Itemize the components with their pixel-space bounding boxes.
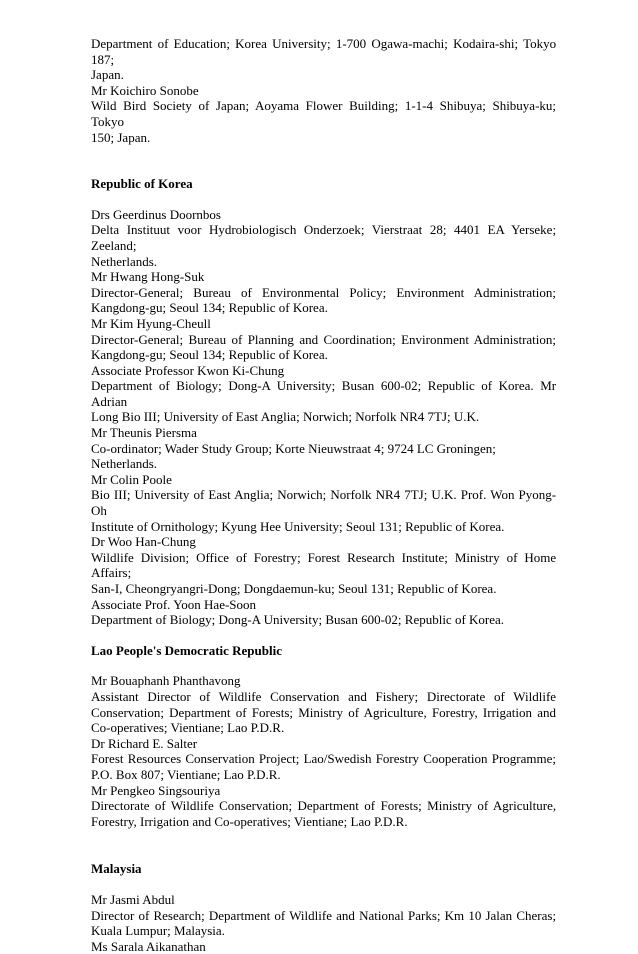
text-line: Conservation; Department of Forests; Ministry of Agriculture, Forestry, Irrigation and xyxy=(91,704,557,720)
text-line: Co-ordinator; Wader Study Group; Korte Nieuwstraat 4; 9724 LC Groningen; Netherlands. xyxy=(91,440,496,472)
text-line: 150; Japan. xyxy=(91,129,151,145)
text-line: Mr Colin Poole xyxy=(91,471,172,487)
text-line: Co-operatives; Vientiane; Lao P.D.R. xyxy=(91,720,285,736)
text-line: Forest Resources Conservation Project; Lao/Swedish Forestry Cooperation Programme; xyxy=(91,751,556,767)
text-line: Forestry, Irrigation and Co-operatives; Vientiane; Lao P.D.R. xyxy=(91,813,408,829)
text-line: Mr Koichiro Sonobe xyxy=(91,82,199,98)
text-line: Mr Hwang Hong-Suk xyxy=(91,269,205,285)
text-line: Japan. xyxy=(91,67,124,83)
text-line: Wild Bird Society of Japan; Aoyama Flower Building; 1-1-4 Shibuya; Shibuya-ku; Tokyo xyxy=(91,98,557,129)
text-line: Associate Prof. Yoon Hae-Soon xyxy=(91,596,257,612)
text-line: Mr Kim Hyung-Cheull xyxy=(91,315,211,331)
text-line: Assistant Director of Wildlife Conservation and Fishery; Directorate of Wildlife xyxy=(91,688,557,704)
section-heading: Malaysia xyxy=(91,861,142,877)
text-line: Dr Woo Han-Chung xyxy=(91,534,196,550)
section-lao-pdr xyxy=(91,643,556,830)
text-line: P.O. Box 807; Vientiane; Lao P.D.R. xyxy=(91,766,281,782)
text-line: Mr Jasmi Abdul xyxy=(91,891,175,907)
document-page xyxy=(91,36,556,954)
text-line: Kuala Lumpur; Malaysia. xyxy=(91,923,225,939)
text-line: Wildlife Division; Office of Forestry; Forest Research Institute; Ministry of Home Affairs; xyxy=(91,549,557,581)
section-heading: Lao People's Democratic Republic xyxy=(91,642,282,658)
text-line: Long Bio III; University of East Anglia; Norwich; Norfolk NR4 7TJ; U.K. xyxy=(91,409,480,425)
section-heading: Republic of Korea xyxy=(91,176,193,192)
text-line: Mr Pengkeo Singsouriya xyxy=(91,782,221,798)
text-line: Mr Theunis Piersma xyxy=(91,425,197,441)
text-line: Netherlands. xyxy=(91,253,158,269)
text-line: Kangdong-gu; Seoul 134; Republic of Korea. xyxy=(91,300,328,316)
text-line: San-I, Cheongryangri-Dong; Dongdaemun-ku; Seoul 131; Republic of Korea. xyxy=(91,581,497,596)
text-line: Department of Biology; Dong-A University; Busan 600-02; Republic of Korea. Mr Adrian xyxy=(91,378,557,409)
text-line: Ms Sarala Aikanathan xyxy=(91,938,206,954)
text-line: Bio III; University of East Anglia; Norwich; Norfolk NR4 7TJ; U.K. Prof. Won Pyong-Oh xyxy=(91,487,557,519)
intro-block xyxy=(91,36,556,145)
text-line: Associate Professor Kwon Ki-Chung xyxy=(91,362,285,378)
text-line: Director-General; Bureau of Environmental Policy; Environment Administration; xyxy=(91,284,556,300)
text-line: Directorate of Wildlife Conservation; Department of Forests; Ministry of Agriculture, xyxy=(91,798,557,814)
section-malaysia xyxy=(91,861,556,954)
text-line: Department of Biology; Dong-A University; Busan 600-02; Republic of Korea. xyxy=(91,612,505,628)
section-republic-of-korea xyxy=(91,176,556,628)
text-line: Department of Education; Korea University; 1-700 Ogawa-machi; Kodaira-shi; Tokyo 187; xyxy=(91,36,557,67)
text-line: Institute of Ornithology; Kyung Hee University; Seoul 131; Republic of Korea. xyxy=(91,518,505,534)
text-line: Delta Instituut voor Hydrobiologisch Onderzoek; Vierstraat 28; 4401 EA Yerseke; Zeeland; xyxy=(91,222,557,253)
text-line: Dr Richard E. Salter xyxy=(91,735,198,751)
text-line: Kangdong-gu; Seoul 134; Republic of Korea. xyxy=(91,347,328,363)
text-line: Director of Research; Department of Wildlife and National Parks; Km 10 Jalan Cheras; xyxy=(91,907,557,923)
text-line: Mr Bouaphanh Phanthavong xyxy=(91,673,241,689)
text-line: Director-General; Bureau of Planning and Coordination; Environment Administration; xyxy=(91,331,557,347)
text-line: Drs Geerdinus Doornbos xyxy=(91,206,221,222)
